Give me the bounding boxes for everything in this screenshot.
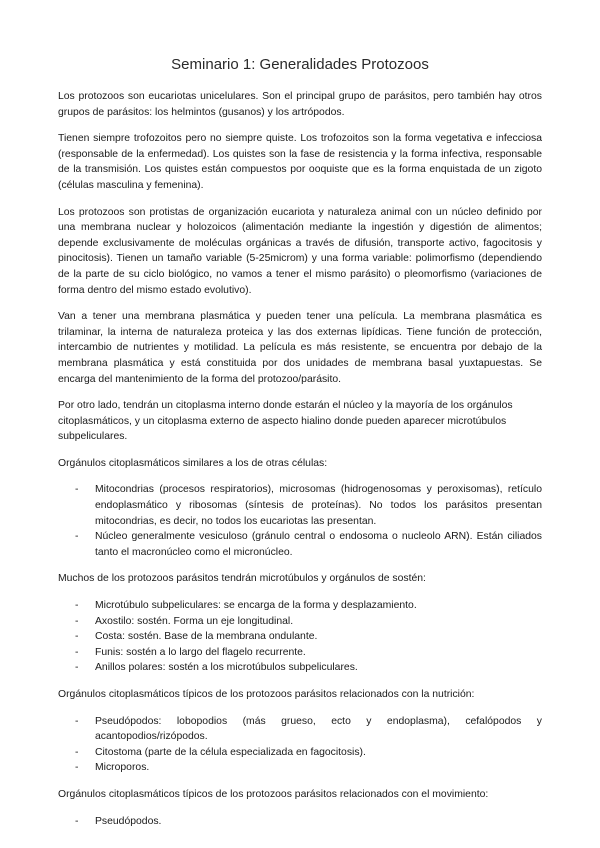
list-item: - Funis: sostén a lo largo del flagelo recurrente. (58, 645, 542, 661)
list-item: - Costa: sostén. Base de la membrana ondulante. (58, 629, 542, 645)
section-heading: Orgánulos citoplasmáticos similares a los de otras células: (58, 457, 328, 469)
section-heading: Muchos de los protozoos parásitos tendrán microtúbulos y orgánulos de sostén: (58, 573, 426, 585)
list-item: - Pseudópodos: lobopodios (más grueso, ecto y endoplasma), cefalópodos y acantopodios/rizópodos. (58, 714, 542, 745)
organelles-list (58, 482, 542, 560)
page-title: Seminario 1: Generalidades Protozoos (171, 56, 429, 73)
section-heading: Orgánulos citoplasmáticos típicos de los protozoos parásitos relacionados con el movimiento: (58, 788, 489, 800)
list-item: - Axostilo: sostén. Forma un eje longitudinal. (58, 614, 542, 630)
document-body (58, 89, 542, 840)
paragraph: Los protozoos son protistas de organización eucariota y naturaleza animal con un núcleo definido por una membrana nuclear y holozoicos (alimentación mediante la ingestión y digestión de alimentos; depende exclusivamente de moléculas orgánicas a través de difusión, transporte activo, fagocitosis y pinocitosis). Tienen un tamaño variable (5-25microm) y una forma variable: polimorfismo (dependiendo de la parte de su ciclo biológico, no vamos a tener el mismo parásito) o pleomorfismo (variaciones de forma dentro del mismo estado evolutivo). (58, 206, 542, 296)
section-heading: Orgánulos citoplasmáticos típicos de los protozoos parásitos relacionados con la nutrición: (58, 689, 475, 700)
paragraph: Los protozoos son eucariotas unicelulares. Son el principal grupo de parásitos, pero también hay otros grupos de parásitos: los helmintos (gusanos) y los artrópodos. (58, 91, 542, 118)
support-list (58, 598, 542, 676)
list-item: - Anillos polares: sostén a los microtúbulos subpeliculares. (58, 660, 542, 676)
nutrition-list (58, 714, 542, 776)
list-item: - Microporos. (58, 760, 542, 776)
list-item: - Pseudópodos. (58, 814, 542, 830)
paragraph: Tienen siempre trofozoitos pero no siempre quiste. Los trofozoitos son la forma vegetativa e infecciosa (responsable de la enfermedad). Los quistes son la fase de resistencia y la forma infectiva, responsable de la transmisión. Los quistes están compuestos por ooquiste que es la forma enquistada de un zigoto (células masculina y femenina). (58, 133, 542, 191)
movement-list (58, 814, 542, 830)
paragraph: Por otro lado, tendrán un citoplasma interno donde estarán el núcleo y la mayoría de los orgánulos citoplasmáticos, y un citoplasma externo de aspecto hialino donde pueden aparecer microtúbulos subpeliculares. (58, 400, 513, 443)
list-item: - Núcleo generalmente vesiculoso (gránulo central o endosoma o nucleolo ARN). Están ciliados tanto el macronúcleo como el micronúcleo. (58, 529, 542, 560)
paragraph: Van a tener una membrana plasmática y pueden tener una película. La membrana plasmática es trilaminar, la interna de naturaleza proteica y las dos externas lipídicas. Tiene función de protección, intercambio de nutrientes y motilidad. La película es más resistente, se encuentra por debajo de la membrana plasmática y está constituida por dos unidades de membrana basal yuxtapuestas. Se encarga del mantenimiento de la forma del protozoo/parásito. (58, 311, 542, 385)
list-item: - Mitocondrias (procesos respiratorios), microsomas (hidrogenosomas y peroxisomas), retículo endoplasmático y ribosomas (síntesis de proteínas). No todos los parásitos presentan mitocondrias, es decir, no todos los eucariotas las presentan. (58, 482, 542, 529)
list-item: - Citostoma (parte de la célula especializada en fagocitosis). (58, 745, 542, 761)
list-item: - Microtúbulo subpeliculares: se encarga de la forma y desplazamiento. (58, 598, 542, 614)
